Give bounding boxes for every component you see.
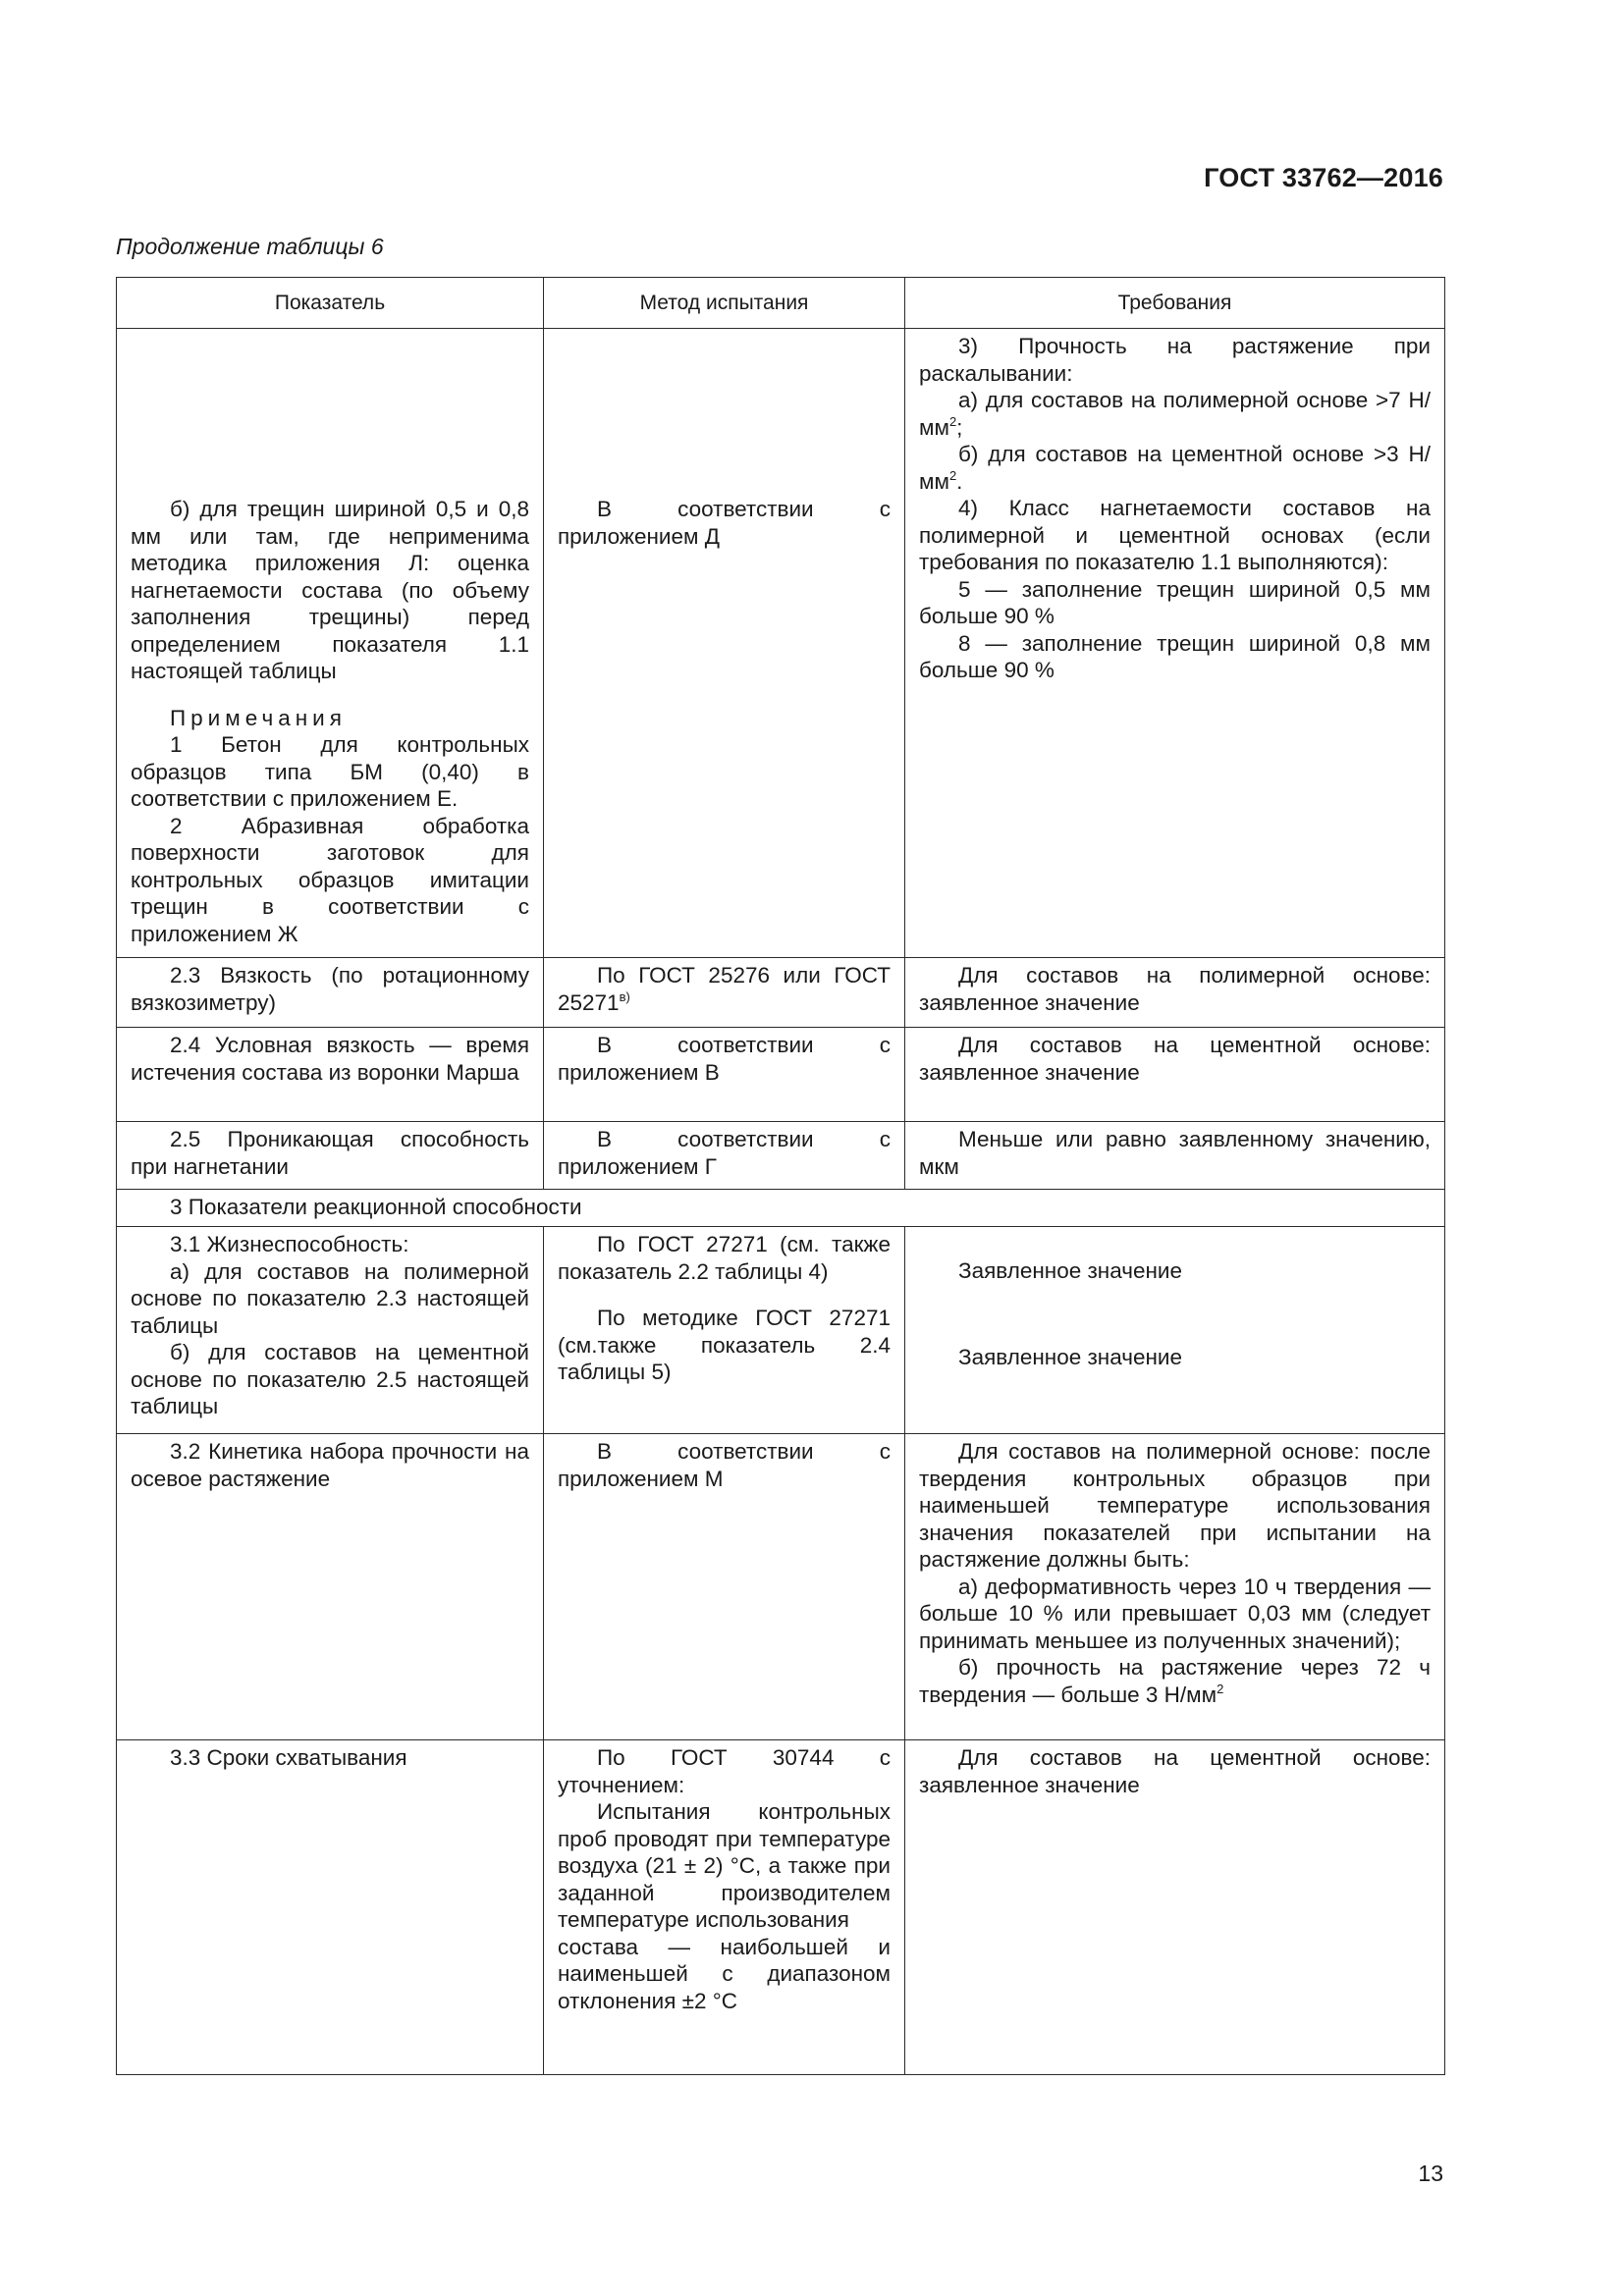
requirement-cell: Меньше или равно заявленному значению, мкм bbox=[905, 1122, 1445, 1190]
requirement-cell: Для составов на цементной основе: заявленное значение bbox=[905, 1740, 1445, 2075]
requirement-text: б) прочность на растяжение через 72 ч твердения — больше 3 $Н/мм^2$ bbox=[919, 1655, 1431, 1707]
requirement-text: а) для составов на полимерной основе >7 $Н/мм^2$; bbox=[919, 388, 1431, 440]
column-header: Показатель bbox=[117, 278, 544, 329]
method-cell bbox=[544, 1227, 905, 1434]
requirement-text: 4) Класс нагнетаемости составов на полимерной и цементной основах (если требования по показателю 1.1 выполняются): bbox=[919, 496, 1431, 574]
indicator-text: а) для составов на полимерной основе по показателю 2.3 настоящей таблицы bbox=[131, 1258, 529, 1338]
note-text: 1 Бетон для контрольных образцов типа БМ (0,40) в соответствии с приложением Е. bbox=[131, 732, 529, 811]
method-cell: В соответствии с приложением В bbox=[544, 1028, 905, 1122]
method-cell: По ГОСТ 25276 или ГОСТ $25271^{в)}$ bbox=[544, 958, 905, 1028]
requirement-text: 3) Прочность на растяжение при раскалывании: bbox=[919, 334, 1431, 386]
requirement-cell bbox=[905, 1227, 1445, 1434]
table-row bbox=[117, 958, 1445, 1028]
table-row bbox=[117, 1227, 1445, 1434]
indicator-text: б) для составов на цементной основе по показателю 2.5 настоящей таблицы bbox=[131, 1340, 529, 1418]
method-text: По ГОСТ 30744 с уточнением: bbox=[558, 1745, 891, 1797]
document-code: ГОСТ 33762—2016 bbox=[1204, 163, 1443, 192]
column-header: Метод испытания bbox=[544, 278, 905, 329]
requirement-text: Для составов на полимерной основе: после твердения контрольных образцов при наименьшей температуре использования значения показателей при испытании на растяжение должны быть: bbox=[919, 1439, 1431, 1572]
requirement-text: 8 — заполнение трещин шириной 0,8 мм больше 90 % bbox=[919, 630, 1431, 682]
table-row bbox=[117, 1740, 1445, 2075]
method-text: Испытания контрольных проб проводят при температуре воздуха (21 ± 2) °С, а также при заданной производителем температуре использования bbox=[558, 1799, 891, 1932]
method-cell: В соответствии с приложением Г bbox=[544, 1122, 905, 1190]
column-header: Требования bbox=[905, 278, 1445, 329]
table-caption: Продолжение таблицы 6 bbox=[116, 234, 384, 259]
table-row bbox=[117, 1122, 1445, 1190]
indicator-cell: 2.4 Условная вязкость — время истечения состава из воронки Марша bbox=[117, 1028, 544, 1122]
requirement-cell bbox=[905, 1434, 1445, 1740]
indicator-cell: 2.5 Проникающая способность при нагнетании bbox=[117, 1122, 544, 1190]
requirements-table bbox=[116, 277, 1445, 2075]
requirement-cell: Для составов на цементной основе: заявленное значение bbox=[905, 1028, 1445, 1122]
method-text: В соответствии с приложением Д bbox=[558, 497, 891, 549]
section-title: 3 Показатели реакционной способности bbox=[117, 1190, 1445, 1227]
notes-title: Примечания bbox=[170, 705, 347, 730]
requirement-text: 5 — заполнение трещин шириной 0,5 мм больше 90 % bbox=[919, 576, 1431, 628]
section-row bbox=[117, 1190, 1445, 1227]
requirement-cell: Для составов на полимерной основе: заявленное значение bbox=[905, 958, 1445, 1028]
indicator-cell: 3.3 Сроки схватывания bbox=[117, 1740, 544, 2075]
requirement-text: Заявленное значение bbox=[958, 1258, 1182, 1283]
indicator-cell: 3.2 Кинетика набора прочности на осевое растяжение bbox=[117, 1434, 544, 1740]
method-text: По ГОСТ 27271 (см. также показатель 2.2 таблицы 4) bbox=[558, 1232, 891, 1284]
method-cell bbox=[544, 1740, 905, 2075]
method-text: По методике ГОСТ 27271 (см.также показатель 2.4 таблицы 5) bbox=[558, 1306, 891, 1384]
requirement-text: а) деформативность через 10 ч твердения — больше 10 % или превышает 0,03 мм (следует принимать меньшее из полученных значений); bbox=[919, 1574, 1431, 1653]
indicator-text: б) для трещин шириной 0,5 и 0,8 мм или там, где неприменима методика приложения Л: оценка нагнетаемости состава (по объему заполнения трещины) перед определением показателя 1.1 настоящей таблицы bbox=[131, 497, 529, 683]
indicator-cell bbox=[117, 329, 544, 958]
indicator-text: 3.1 Жизнеспособность: bbox=[170, 1232, 409, 1256]
table-row bbox=[117, 1028, 1445, 1122]
method-text: состава — наибольшей и наименьшей с диапазоном отклонения ±2 °С bbox=[558, 1934, 891, 2013]
indicator-cell bbox=[117, 1227, 544, 1434]
requirement-text: Заявленное значение bbox=[958, 1344, 1182, 1369]
method-cell bbox=[544, 329, 905, 958]
table-row bbox=[117, 1434, 1445, 1740]
method-cell: В соответствии с приложением М bbox=[544, 1434, 905, 1740]
requirement-text: б) для составов на цементной основе >3 $Н/мм^2$. bbox=[919, 442, 1431, 494]
table-row bbox=[117, 329, 1445, 958]
requirement-cell bbox=[905, 329, 1445, 958]
note-text: 2 Абразивная обработка поверхности заготовок для контрольных образцов имитации трещин в соответствии с приложением Ж bbox=[131, 813, 529, 946]
indicator-cell: 2.3 Вязкость (по ротационному вязкозиметру) bbox=[117, 958, 544, 1028]
page-number: 13 bbox=[1418, 2161, 1443, 2186]
table-header-row bbox=[117, 278, 1445, 329]
